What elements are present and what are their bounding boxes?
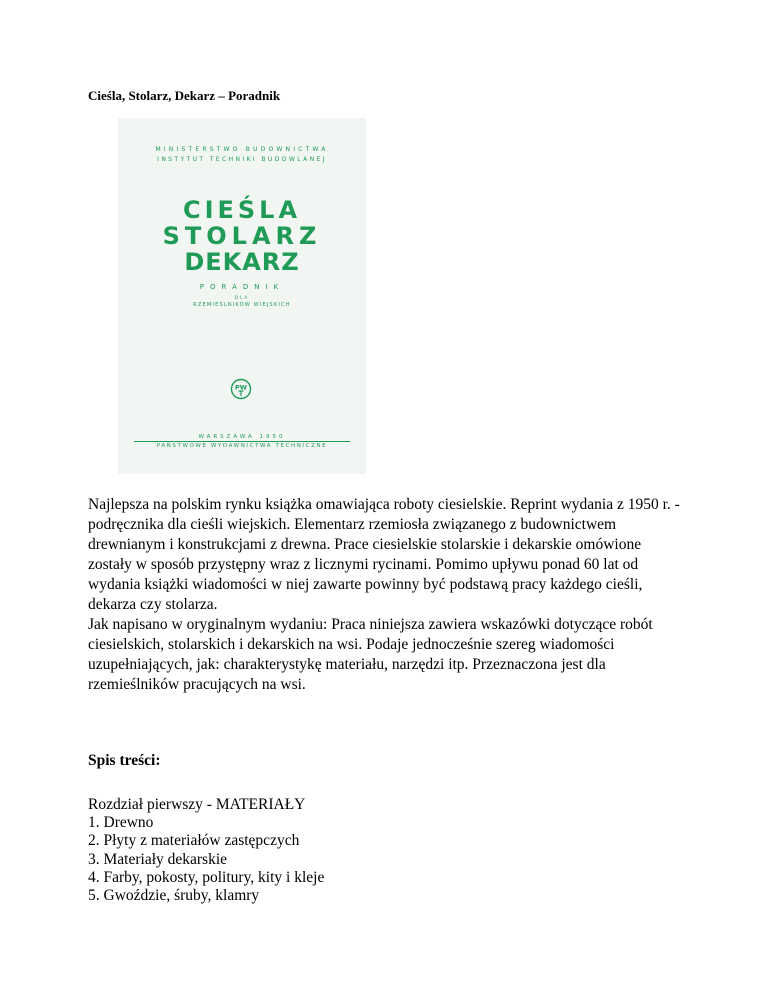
description-paragraph-2: Jak napisano w oryginalnym wydaniu: Praca niniejsza zawiera wskazówki dotyczące robót ciesielskich, stolarskich i dekarskich na wsi. Podaje jednocześnie szereg wiadomości uzupełniających, jak: charakterystykę materiału, narzędzi itp. Przeznaczona jest dla rzemieślników pracujących na wsi. — [88, 616, 653, 693]
toc-item: 3. Materiały dekarskie — [88, 850, 228, 868]
cover-title-line-1: CIEŚLA — [182, 196, 302, 224]
publisher-logo-icon — [230, 378, 252, 400]
book-cover-image — [118, 118, 366, 474]
toc-item: 4. Farby, pokosty, politury, kity i kleje — [88, 868, 325, 886]
cover-title-line-3: DEKARZ — [184, 248, 300, 276]
toc-title: Spis treści: — [88, 752, 161, 769]
cover-institution-bottom: INSTYTUT TECHNIKI BUDOWLANEJ — [157, 156, 327, 163]
page-heading: Cieśla, Stolarz, Dekarz – Poradnik — [88, 88, 281, 103]
cover-city-year: WARSZAWA 1950 — [198, 434, 286, 440]
toc-item: Rozdział pierwszy - MATERIAŁY — [88, 796, 306, 813]
description-paragraph-1: Najlepsza na polskim rynku książka omawiająca roboty ciesielskie. Reprint wydania z 1950 r. - podręcznika dla cieśli wiejskich. Elementarz rzemiosła związanego z budownictwem drewnianym i konstrukcjami z drewna. Prace ciesielskie stolarskie i dekarskie omówione zostały w sposób przystępny wraz z licznymi rycinami. Pomimo upływu ponad 60 lat od wydania książki wiadomości w niej zawarte powinny być podstawą pracy każdego cieśli, dekarza czy stolarza. — [88, 496, 680, 613]
cover-subtitle: PORADNIK — [199, 283, 285, 291]
toc-item: 5. Gwoździe, śruby, klamry — [88, 887, 260, 905]
cover-divider — [134, 441, 350, 442]
cover-publisher: PAŃSTWOWE WYDAWNICTWA TECHNICZNE — [156, 443, 328, 449]
cover-audience: RZEMIEŚLNIKÓW WIEJSKICH — [193, 302, 291, 308]
svg-text:PW: PW — [235, 383, 247, 392]
toc-list — [88, 796, 688, 905]
cover-dla: DLA — [234, 295, 250, 300]
toc-item: 2. Płyty z materiałów zastępczych — [88, 832, 300, 850]
cover-title-line-2: STOLARZ — [162, 222, 322, 250]
cover-institution-top: MINISTERSTWO BUDOWNICTWA — [155, 146, 329, 153]
toc-item: 1. Drewno — [88, 814, 154, 832]
